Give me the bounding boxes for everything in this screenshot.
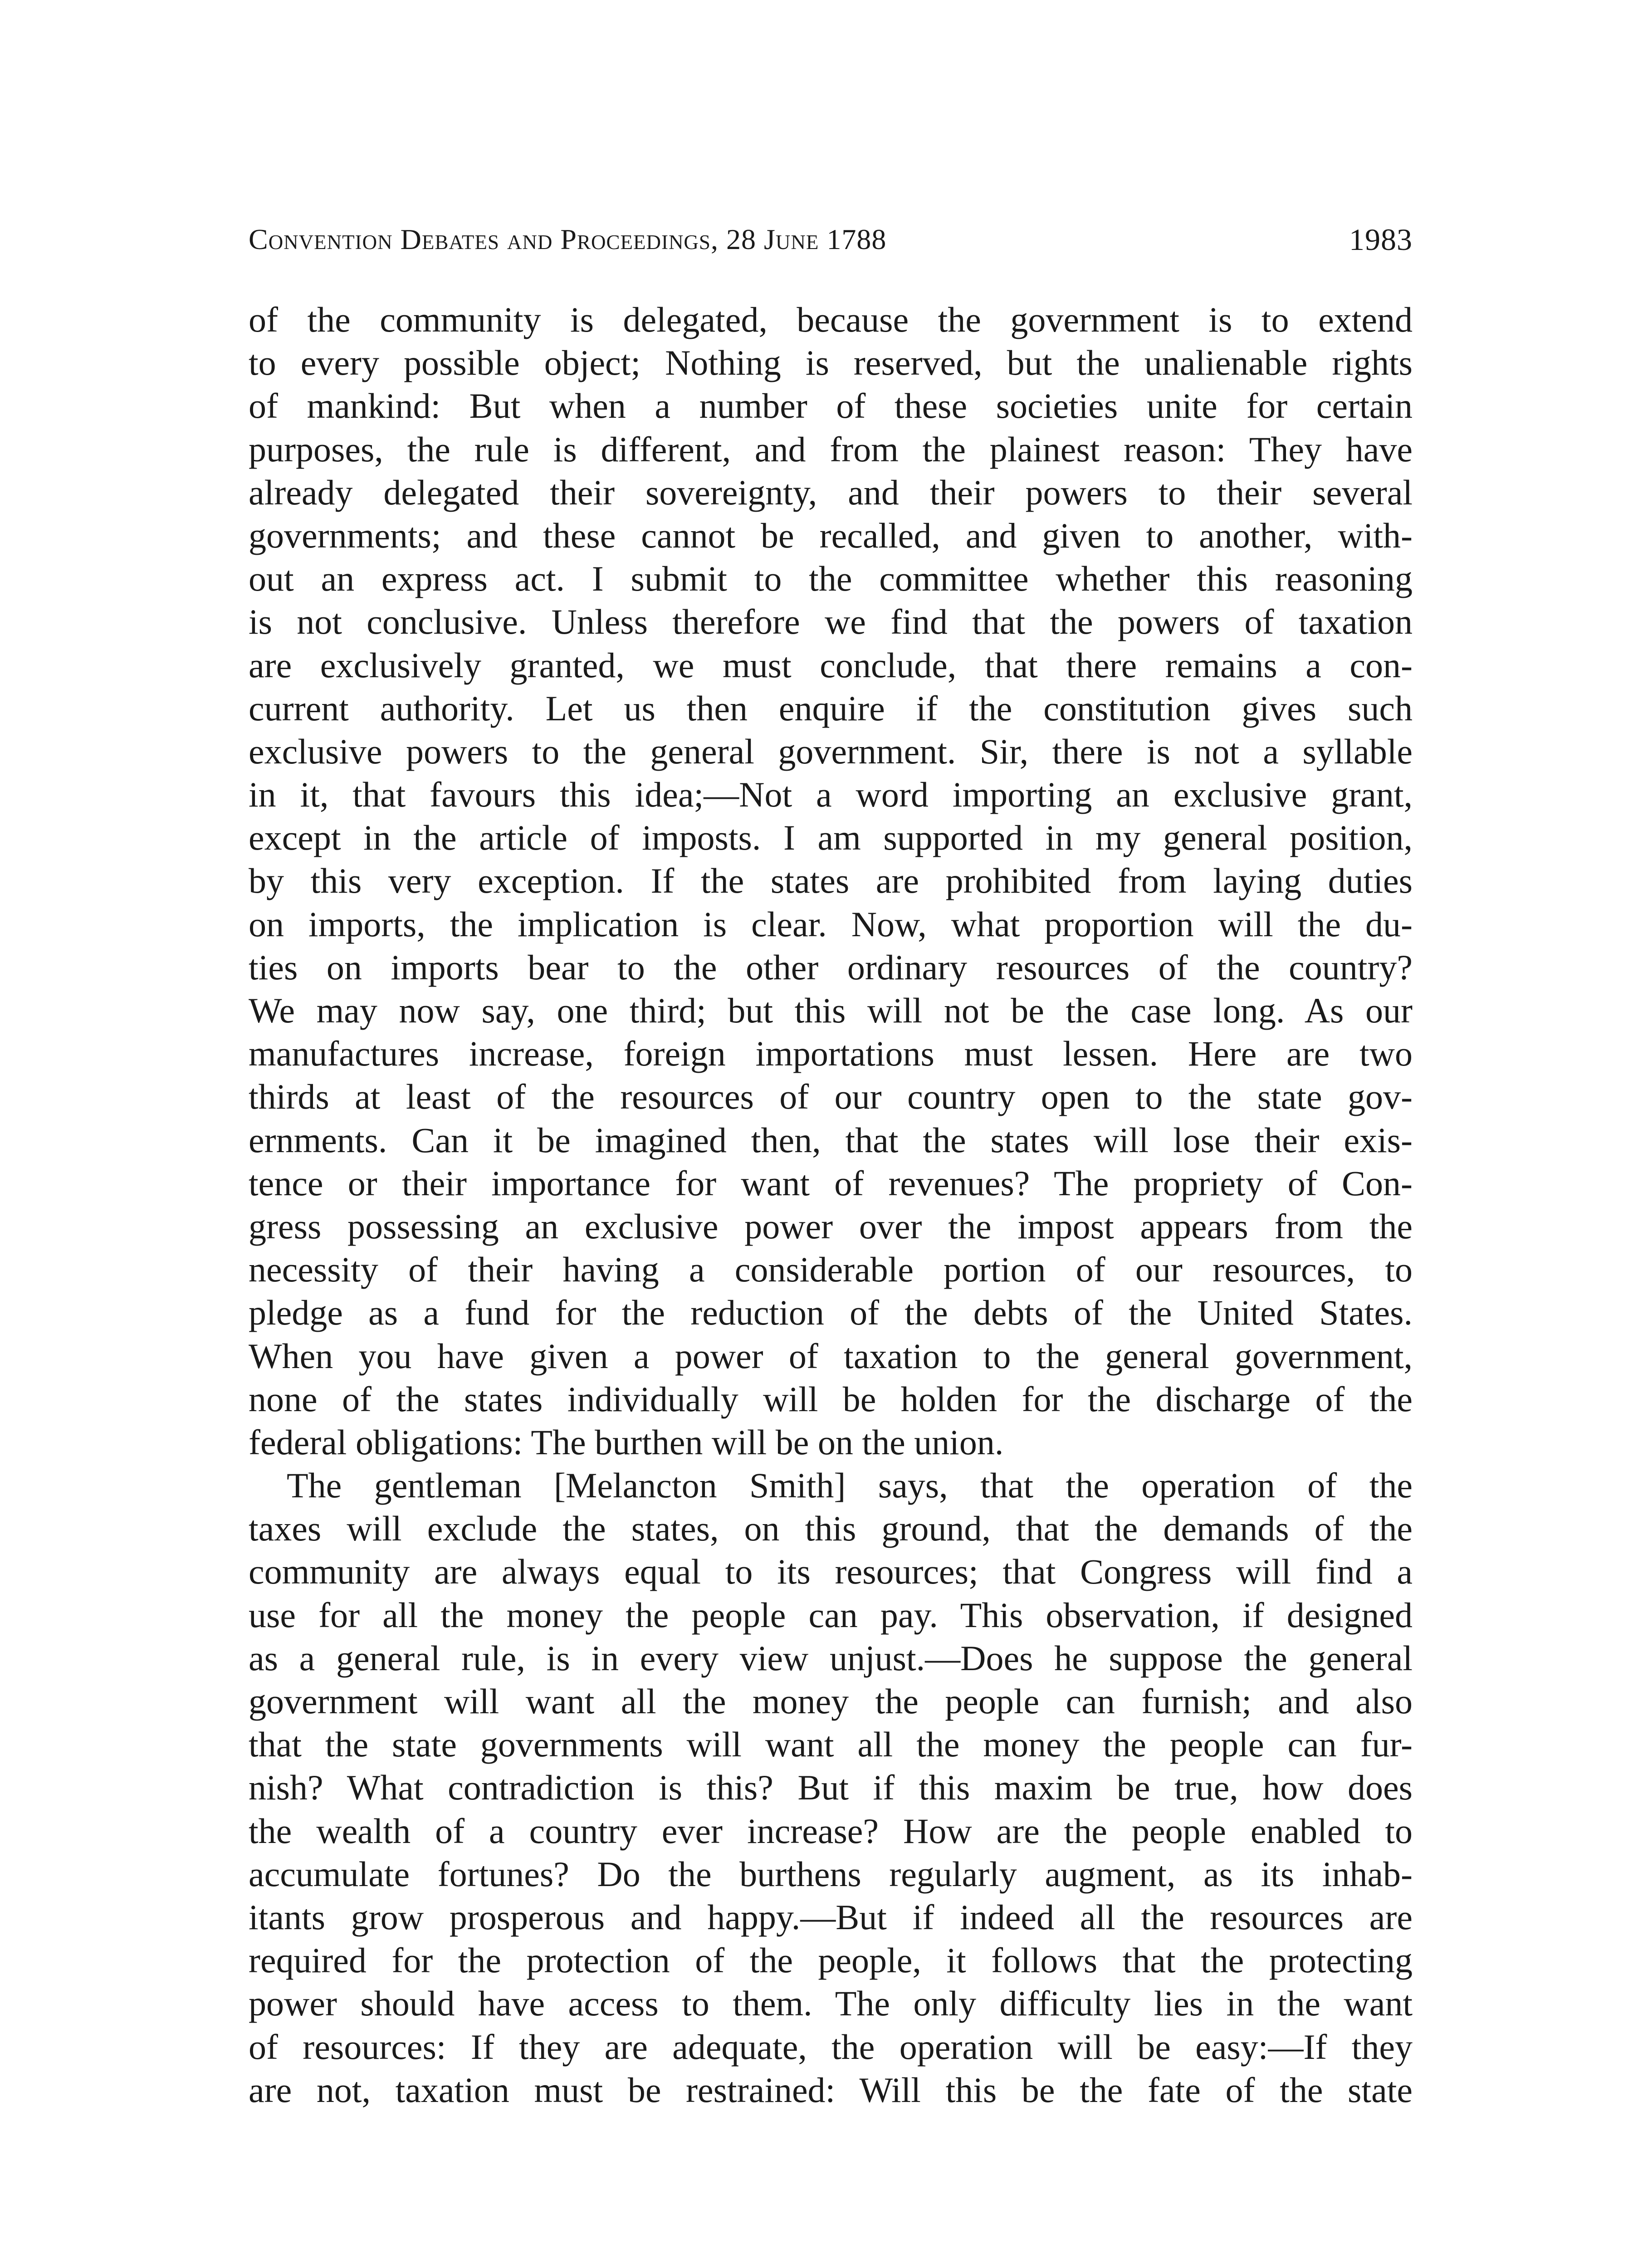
- text-line: manufactures increase, foreign importations must lessen. Here are two: [249, 1034, 1413, 1074]
- text-line: The gentleman [Melancton Smith] says, that the operation of the: [287, 1466, 1413, 1505]
- text-line: exclusive powers to the general government. Sir, there is not a syllable: [249, 731, 1413, 771]
- running-title: Convention Debates and Proceedings, 28 June 1788: [249, 223, 887, 255]
- text-line: power should have access to them. The only difficulty lies in the want: [249, 1984, 1413, 2024]
- text-line: We may now say, one third; but this will not be the case long. As our: [249, 991, 1413, 1030]
- text-line: necessity of their having a considerable portion of our resources, to: [249, 1250, 1413, 1290]
- text-line: in it, that favours this idea;—Not a word importing an exclusive grant,: [249, 775, 1413, 815]
- running-header: [249, 219, 1413, 260]
- text-line: thirds at least of the resources of our country open to the state gov-: [249, 1077, 1413, 1117]
- text-line: tence or their importance for want of revenues? The propriety of Con-: [249, 1163, 1413, 1203]
- text-line: of the community is delegated, because the government is to extend: [249, 300, 1413, 339]
- text-line: ernments. Can it be imagined then, that the states will lose their exis-: [249, 1120, 1413, 1160]
- text-line: none of the states individually will be holden for the discharge of the: [249, 1379, 1413, 1419]
- text-line: except in the article of imposts. I am supported in my general position,: [249, 818, 1413, 858]
- text-line: taxes will exclude the states, on this ground, that the demands of the: [249, 1509, 1413, 1549]
- text-line: community are always equal to its resources; that Congress will find a: [249, 1552, 1413, 1592]
- text-line: already delegated their sovereignty, and their powers to their several: [249, 472, 1413, 512]
- text-line: that the state governments will want all the money the people can fur-: [249, 1725, 1413, 1765]
- text-line: to every possible object; Nothing is reserved, but the unalienable rights: [249, 343, 1413, 383]
- text-line: of mankind: But when a number of these societies unite for certain: [249, 386, 1413, 426]
- text-line: out an express act. I submit to the committee whether this reasoning: [249, 559, 1413, 599]
- text-line: governments; and these cannot be recalled, and given to another, with-: [249, 515, 1413, 555]
- text-line: gress possessing an exclusive power over the impost appears from the: [249, 1206, 1413, 1246]
- paragraph-smith-reply: [249, 1464, 1413, 2112]
- text-line: current authority. Let us then enquire if the constitution gives such: [249, 688, 1413, 728]
- text-line: required for the protection of the people, it follows that the protecting: [249, 1941, 1413, 1980]
- paragraph-continuation: [249, 298, 1413, 1464]
- text-line: federal obligations: The burthen will be on the union.: [249, 1422, 1004, 1462]
- text-line: of resources: If they are adequate, the operation will be easy:—If they: [249, 2027, 1413, 2067]
- text-line: the wealth of a country ever increase? How are the people enabled to: [249, 1811, 1413, 1851]
- text-line: nish? What contradiction is this? But if this maxim be true, how does: [249, 1768, 1413, 1808]
- text-line: as a general rule, is in every view unjust.—Does he suppose the general: [249, 1638, 1413, 1678]
- text-line: When you have given a power of taxation to the general government,: [249, 1336, 1413, 1376]
- text-line: ties on imports bear to the other ordinary resources of the country?: [249, 947, 1413, 987]
- text-line: are exclusively granted, we must conclude, that there remains a con-: [249, 645, 1413, 685]
- text-line: on imports, the implication is clear. Now, what proportion will the du-: [249, 904, 1413, 944]
- text-line: purposes, the rule is different, and from the plainest reason: They have: [249, 429, 1413, 469]
- text-line: use for all the money the people can pay. This observation, if designed: [249, 1595, 1413, 1635]
- text-line: pledge as a fund for the reduction of the debts of the United States.: [249, 1293, 1413, 1333]
- body-text: [249, 298, 1413, 2112]
- text-line: government will want all the money the people can furnish; and also: [249, 1681, 1413, 1721]
- text-line: itants grow prosperous and happy.—But if indeed all the resources are: [249, 1897, 1413, 1937]
- text-line: accumulate fortunes? Do the burthens regularly augment, as its inhab-: [249, 1854, 1413, 1894]
- page-number: 1983: [1349, 222, 1413, 257]
- text-line: by this very exception. If the states are prohibited from laying duties: [249, 861, 1413, 901]
- text-line: are not, taxation must be restrained: Will this be the fate of the state: [249, 2070, 1413, 2110]
- text-line: is not conclusive. Unless therefore we find that the powers of taxation: [249, 602, 1413, 642]
